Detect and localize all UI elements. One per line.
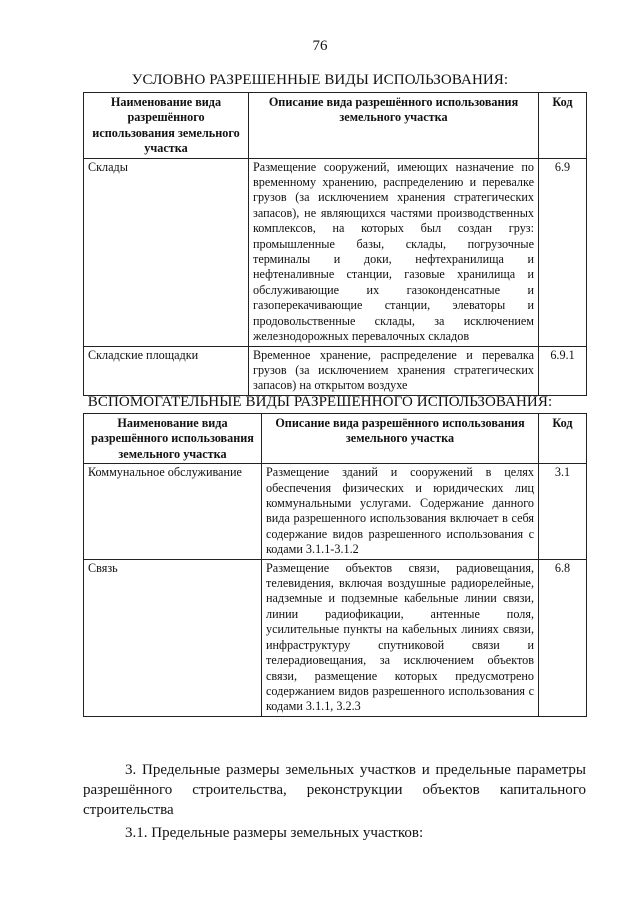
table-row: [84, 559, 587, 716]
row-description: Размещение объектов связи, радиовещания, телевидения, включая воздушные радиорелейные, надземные и подземные кабельные линии связи, линии радиофикации, антенные поля, усилительные пункты на кабельных линиях связи, инфраструктуру спутниковой связи и телерадиовещания, за исключением объектов связи, размещение которых предусмотрено содержанием видов разрешенного использования с кодами 3.1.1, 3.2.3: [262, 559, 539, 716]
paragraph-3-1: 3.1. Предельные размеры земельных участков:: [125, 825, 424, 841]
header-name: Наименование вида разрешённого использования земельного участка: [84, 414, 262, 464]
row-code: 6.8: [539, 559, 587, 716]
conditional-uses-title: УСЛОВНО РАЗРЕШЕННЫЕ ВИДЫ ИСПОЛЬЗОВАНИЯ:: [131, 72, 509, 88]
row-name: Складские площадки: [84, 346, 249, 395]
header-name: Наименование вида разрешённого использования земельного участка: [84, 93, 249, 159]
header-code: Код: [539, 93, 587, 159]
header-code: Код: [539, 414, 587, 464]
page-number: 76: [312, 38, 328, 54]
row-name: Коммунальное обслуживание: [84, 464, 262, 559]
row-name: Связь: [84, 559, 262, 716]
table-header-row: [84, 414, 587, 464]
table-row: [84, 346, 587, 395]
auxiliary-uses-table: [83, 413, 587, 717]
row-description: Временное хранение, распределение и перевалка грузов (за исключением хранения стратегических запасов) на открытом воздухе: [249, 346, 539, 395]
auxiliary-uses-title: ВСПОМОГАТЕЛЬНЫЕ ВИДЫ РАЗРЕШЕННОГО ИСПОЛЬЗОВАНИЯ:: [87, 394, 553, 410]
paragraph-3: 3. Предельные размеры земельных участков и предельные параметры разрешённого строительства, реконструкции объектов капитального строительства: [83, 762, 586, 818]
header-description: Описание вида разрешённого использования земельного участка: [262, 414, 539, 464]
row-code: 3.1: [539, 464, 587, 559]
row-code: 6.9.1: [539, 346, 587, 395]
header-description: Описание вида разрешённого использования земельного участка: [249, 93, 539, 159]
table-row: [84, 464, 587, 559]
row-description: Размещение зданий и сооружений в целях обеспечения физических и юридических лиц коммунальными услугами. Содержание данного вида разрешенного использования включает в себя содержание видов разрешенного использования с кодами 3.1.1-3.1.2: [262, 464, 539, 559]
conditional-uses-table: [83, 92, 587, 396]
row-description: Размещение сооружений, имеющих назначение по временному хранению, распределению и перевалке грузов (за исключением хранения стратегических запасов), не являющихся частями производственных комплексов, на которых был создан груз: промышленные базы, склады, погрузочные терминалы и доки, нефтехранилища и нефтеналивные станции, газовые хранилища и обслуживающие их газоконденсатные и газоперекачивающие станции, элеваторы и продовольственные склады, за исключением железнодорожных перевалочных складов: [249, 158, 539, 346]
table-header-row: [84, 93, 587, 159]
table-row: [84, 158, 587, 346]
row-name: Склады: [84, 158, 249, 346]
row-code: 6.9: [539, 158, 587, 346]
